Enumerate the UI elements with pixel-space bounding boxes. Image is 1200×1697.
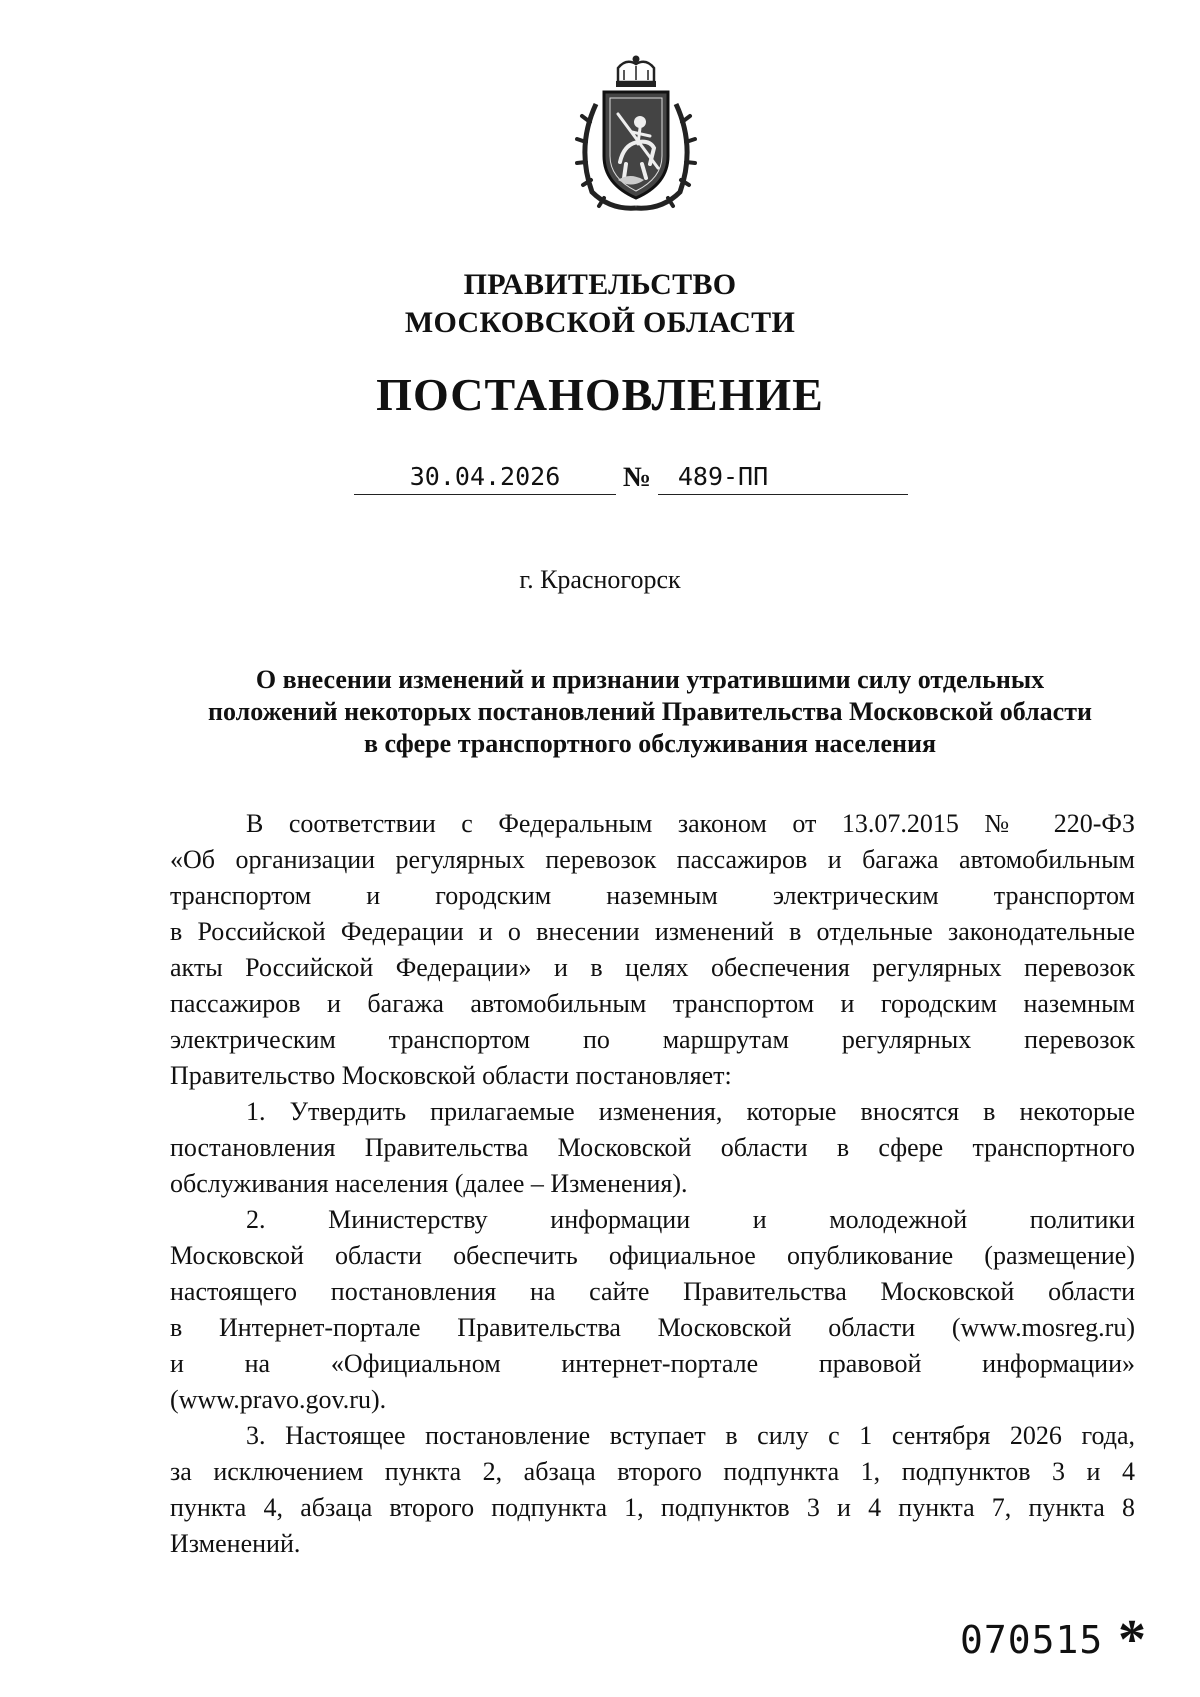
asterisk-mark: * [1118,1609,1146,1671]
body-line: обслуживания населения (далее – Изменения). [170,1169,688,1198]
body-line: Изменений. [170,1529,301,1558]
document-date: 30.04.2026 [409,462,561,491]
moscow-oblast-coat-of-arms [566,52,706,212]
body-line: в Интернет-портале Правительства Московской области (www.mosreg.ru) [170,1313,1135,1342]
document-body [170,806,1135,1562]
authority-name-line1: ПРАВИТЕЛЬСТВО [463,268,737,301]
subject-line: положений некоторых постановлений Правительства Московской области [208,697,1092,726]
body-line: настоящего постановления на сайте Правительства Московской области [170,1277,1135,1306]
number-sign: № [622,462,652,493]
date-underline [354,494,616,495]
body-line: постановления Правительства Московской области в сфере транспортного [170,1133,1135,1162]
body-line: 1. Утвердить прилагаемые изменения, которые вносятся в некоторые [246,1097,1135,1126]
body-line: за исключением пункта 2, абзаца второго подпункта 1, подпунктов 3 и 4 [170,1457,1135,1486]
body-line: «Об организации регулярных перевозок пассажиров и багажа автомобильным [170,845,1135,874]
body-line: электрическим транспортом по маршрутам регулярных перевозок [170,1025,1135,1054]
body-line: (www.pravo.gov.ru). [170,1385,387,1414]
body-line: В соответствии с Федеральным законом от 13.07.2015 № 220-ФЗ [246,809,1135,838]
body-line: пассажиров и багажа автомобильным транспортом и городским наземным [170,989,1135,1018]
city: г. Красногорск [519,565,681,594]
body-line: пункта 4, абзаца второго подпункта 1, подпунктов 3 и 4 пункта 7, пункта 8 [170,1493,1135,1522]
document-subject [170,664,1130,760]
body-line: транспортом и городским наземным электрическим транспортом [170,881,1135,910]
document-type: ПОСТАНОВЛЕНИЕ [376,369,824,420]
body-line: Московской области обеспечить официальное опубликование (размещение) [170,1241,1135,1270]
date-number-row [0,450,1200,498]
authority-name-line2: МОСКОВСКОЙ ОБЛАСТИ [404,306,796,339]
form-serial-number: 070515 [960,1618,1104,1662]
subject-line: О внесении изменений и признании утратившими силу отдельных [255,665,1045,694]
body-line: в Российской Федерации и о внесении изменений в отдельные законодательные [170,917,1135,946]
body-line: акты Российской Федерации» и в целях обеспечения регулярных перевозок [170,953,1135,982]
body-line: 2. Министерству информации и молодежной политики [246,1205,1135,1234]
body-line: и на «Официальном интернет-портале правовой информации» [170,1349,1135,1378]
subject-line: в сфере транспортного обслуживания населения [363,729,937,758]
number-underline [658,494,908,495]
document-number: 489-ПП [677,462,769,491]
body-line: 3. Настоящее постановление вступает в силу с 1 сентября 2026 года, [246,1421,1135,1450]
body-line: Правительство Московской области постановляет: [170,1061,732,1090]
